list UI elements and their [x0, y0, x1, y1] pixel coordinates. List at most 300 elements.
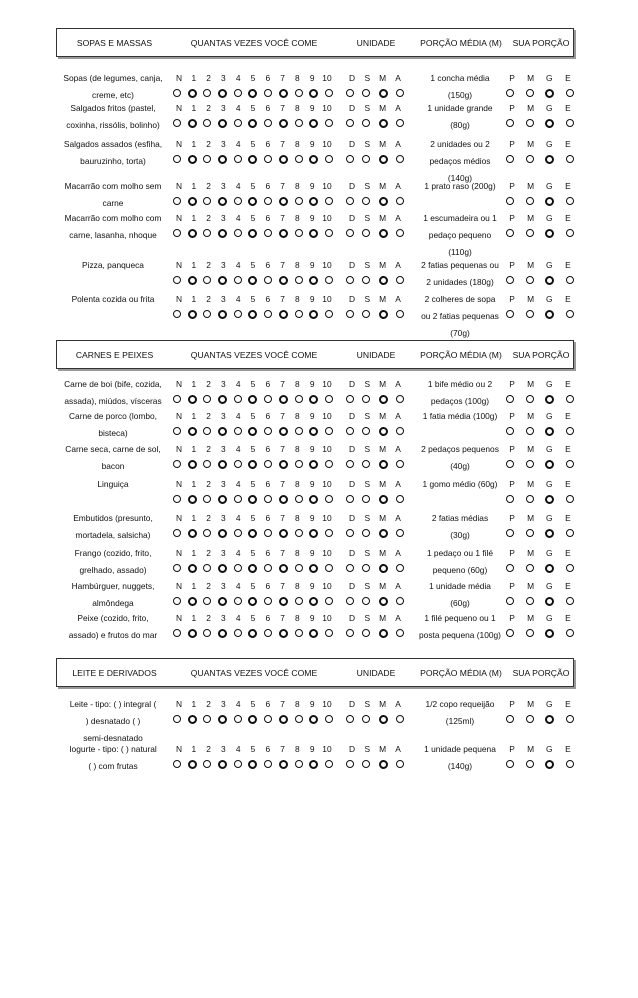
frequency-radio[interactable] — [203, 495, 211, 503]
frequency-radio[interactable] — [295, 197, 303, 205]
frequency-radio[interactable] — [173, 197, 181, 205]
unit-radio[interactable] — [379, 715, 388, 724]
frequency-radio[interactable] — [248, 760, 257, 769]
unit-radio[interactable] — [346, 529, 354, 537]
frequency-radio[interactable] — [248, 89, 257, 98]
frequency-radio[interactable] — [325, 629, 333, 637]
frequency-radio[interactable] — [325, 460, 333, 468]
unit-radio[interactable] — [362, 460, 370, 468]
unit-radio[interactable] — [396, 460, 404, 468]
portion-radio[interactable] — [526, 89, 534, 97]
frequency-radio[interactable] — [188, 155, 197, 164]
portion-radio[interactable] — [506, 529, 514, 537]
frequency-radio[interactable] — [173, 529, 181, 537]
frequency-radio[interactable] — [279, 529, 288, 538]
unit-radio[interactable] — [379, 495, 388, 504]
unit-radio[interactable] — [379, 395, 388, 404]
frequency-radio[interactable] — [295, 276, 303, 284]
frequency-radio[interactable] — [218, 597, 227, 606]
unit-radio[interactable] — [396, 229, 404, 237]
frequency-radio[interactable] — [309, 229, 318, 238]
portion-radio[interactable] — [506, 760, 514, 768]
unit-radio[interactable] — [346, 427, 354, 435]
frequency-radio[interactable] — [309, 197, 318, 206]
frequency-radio[interactable] — [309, 597, 318, 606]
unit-radio[interactable] — [362, 395, 370, 403]
frequency-radio[interactable] — [188, 760, 197, 769]
frequency-radio[interactable] — [309, 495, 318, 504]
frequency-radio[interactable] — [234, 427, 242, 435]
unit-radio[interactable] — [396, 495, 404, 503]
frequency-radio[interactable] — [309, 155, 318, 164]
unit-radio[interactable] — [362, 629, 370, 637]
frequency-radio[interactable] — [203, 760, 211, 768]
unit-radio[interactable] — [362, 564, 370, 572]
frequency-radio[interactable] — [234, 597, 242, 605]
frequency-radio[interactable] — [218, 310, 227, 319]
portion-radio[interactable] — [545, 229, 554, 238]
frequency-radio[interactable] — [279, 119, 288, 128]
portion-radio[interactable] — [506, 276, 514, 284]
frequency-radio[interactable] — [188, 197, 197, 206]
frequency-radio[interactable] — [203, 529, 211, 537]
frequency-radio[interactable] — [188, 310, 197, 319]
unit-radio[interactable] — [362, 89, 370, 97]
frequency-radio[interactable] — [203, 460, 211, 468]
frequency-radio[interactable] — [173, 276, 181, 284]
frequency-radio[interactable] — [188, 529, 197, 538]
unit-radio[interactable] — [396, 89, 404, 97]
unit-radio[interactable] — [396, 395, 404, 403]
unit-radio[interactable] — [396, 197, 404, 205]
frequency-radio[interactable] — [264, 310, 272, 318]
frequency-radio[interactable] — [295, 760, 303, 768]
frequency-radio[interactable] — [218, 629, 227, 638]
unit-radio[interactable] — [362, 597, 370, 605]
portion-radio[interactable] — [526, 495, 534, 503]
portion-radio[interactable] — [545, 395, 554, 404]
frequency-radio[interactable] — [188, 495, 197, 504]
frequency-radio[interactable] — [295, 597, 303, 605]
portion-radio[interactable] — [506, 310, 514, 318]
frequency-radio[interactable] — [234, 715, 242, 723]
frequency-radio[interactable] — [248, 276, 257, 285]
frequency-radio[interactable] — [325, 495, 333, 503]
portion-radio[interactable] — [545, 155, 554, 164]
frequency-radio[interactable] — [264, 564, 272, 572]
frequency-radio[interactable] — [234, 395, 242, 403]
frequency-radio[interactable] — [295, 495, 303, 503]
portion-radio[interactable] — [545, 597, 554, 606]
frequency-radio[interactable] — [218, 564, 227, 573]
frequency-radio[interactable] — [248, 155, 257, 164]
portion-radio[interactable] — [506, 197, 514, 205]
frequency-radio[interactable] — [218, 119, 227, 128]
frequency-radio[interactable] — [203, 715, 211, 723]
portion-radio[interactable] — [506, 495, 514, 503]
unit-radio[interactable] — [346, 629, 354, 637]
frequency-radio[interactable] — [188, 460, 197, 469]
frequency-radio[interactable] — [218, 276, 227, 285]
unit-radio[interactable] — [362, 427, 370, 435]
portion-radio[interactable] — [506, 715, 514, 723]
frequency-radio[interactable] — [279, 395, 288, 404]
frequency-radio[interactable] — [279, 760, 288, 769]
frequency-radio[interactable] — [234, 229, 242, 237]
frequency-radio[interactable] — [248, 310, 257, 319]
portion-radio[interactable] — [566, 229, 574, 237]
frequency-radio[interactable] — [248, 597, 257, 606]
frequency-radio[interactable] — [325, 197, 333, 205]
frequency-radio[interactable] — [234, 155, 242, 163]
portion-radio[interactable] — [545, 460, 554, 469]
portion-radio[interactable] — [506, 460, 514, 468]
frequency-radio[interactable] — [173, 395, 181, 403]
unit-radio[interactable] — [362, 715, 370, 723]
unit-radio[interactable] — [346, 89, 354, 97]
portion-radio[interactable] — [506, 395, 514, 403]
unit-radio[interactable] — [362, 276, 370, 284]
frequency-radio[interactable] — [325, 529, 333, 537]
frequency-radio[interactable] — [309, 564, 318, 573]
unit-radio[interactable] — [346, 597, 354, 605]
frequency-radio[interactable] — [188, 395, 197, 404]
frequency-radio[interactable] — [325, 715, 333, 723]
unit-radio[interactable] — [396, 155, 404, 163]
frequency-radio[interactable] — [295, 529, 303, 537]
frequency-radio[interactable] — [234, 119, 242, 127]
frequency-radio[interactable] — [218, 155, 227, 164]
frequency-radio[interactable] — [188, 564, 197, 573]
unit-radio[interactable] — [346, 276, 354, 284]
frequency-radio[interactable] — [325, 395, 333, 403]
portion-radio[interactable] — [566, 89, 574, 97]
unit-radio[interactable] — [362, 119, 370, 127]
unit-radio[interactable] — [362, 155, 370, 163]
frequency-radio[interactable] — [188, 427, 197, 436]
unit-radio[interactable] — [379, 529, 388, 538]
frequency-radio[interactable] — [309, 529, 318, 538]
frequency-radio[interactable] — [173, 119, 181, 127]
unit-radio[interactable] — [379, 760, 388, 769]
frequency-radio[interactable] — [173, 310, 181, 318]
portion-radio[interactable] — [506, 564, 514, 572]
portion-radio[interactable] — [506, 119, 514, 127]
frequency-radio[interactable] — [325, 119, 333, 127]
unit-radio[interactable] — [362, 495, 370, 503]
unit-radio[interactable] — [396, 760, 404, 768]
frequency-radio[interactable] — [279, 276, 288, 285]
frequency-radio[interactable] — [234, 629, 242, 637]
frequency-radio[interactable] — [295, 564, 303, 572]
portion-radio[interactable] — [506, 597, 514, 605]
portion-radio[interactable] — [566, 564, 574, 572]
portion-radio[interactable] — [545, 427, 554, 436]
portion-radio[interactable] — [526, 119, 534, 127]
frequency-radio[interactable] — [325, 564, 333, 572]
portion-radio[interactable] — [545, 629, 554, 638]
portion-radio[interactable] — [566, 760, 574, 768]
frequency-radio[interactable] — [248, 197, 257, 206]
unit-radio[interactable] — [346, 760, 354, 768]
frequency-radio[interactable] — [203, 395, 211, 403]
unit-radio[interactable] — [396, 529, 404, 537]
frequency-radio[interactable] — [248, 715, 257, 724]
portion-radio[interactable] — [545, 564, 554, 573]
frequency-radio[interactable] — [325, 310, 333, 318]
unit-radio[interactable] — [346, 495, 354, 503]
frequency-radio[interactable] — [218, 89, 227, 98]
portion-radio[interactable] — [526, 529, 534, 537]
unit-radio[interactable] — [346, 155, 354, 163]
portion-radio[interactable] — [526, 395, 534, 403]
frequency-radio[interactable] — [218, 495, 227, 504]
unit-radio[interactable] — [379, 629, 388, 638]
frequency-radio[interactable] — [234, 276, 242, 284]
unit-radio[interactable] — [396, 597, 404, 605]
frequency-radio[interactable] — [203, 276, 211, 284]
unit-radio[interactable] — [346, 715, 354, 723]
unit-radio[interactable] — [346, 564, 354, 572]
frequency-radio[interactable] — [264, 427, 272, 435]
frequency-radio[interactable] — [203, 89, 211, 97]
frequency-radio[interactable] — [188, 89, 197, 98]
portion-radio[interactable] — [526, 460, 534, 468]
frequency-radio[interactable] — [279, 564, 288, 573]
portion-radio[interactable] — [526, 760, 534, 768]
frequency-radio[interactable] — [218, 460, 227, 469]
unit-radio[interactable] — [396, 119, 404, 127]
portion-radio[interactable] — [526, 715, 534, 723]
portion-radio[interactable] — [566, 529, 574, 537]
frequency-radio[interactable] — [264, 629, 272, 637]
frequency-radio[interactable] — [173, 155, 181, 163]
frequency-radio[interactable] — [309, 760, 318, 769]
frequency-radio[interactable] — [218, 229, 227, 238]
unit-radio[interactable] — [379, 460, 388, 469]
frequency-radio[interactable] — [264, 495, 272, 503]
portion-radio[interactable] — [566, 597, 574, 605]
portion-radio[interactable] — [526, 427, 534, 435]
portion-radio[interactable] — [566, 460, 574, 468]
portion-radio[interactable] — [545, 276, 554, 285]
frequency-radio[interactable] — [264, 597, 272, 605]
frequency-radio[interactable] — [309, 310, 318, 319]
portion-radio[interactable] — [566, 310, 574, 318]
frequency-radio[interactable] — [234, 310, 242, 318]
frequency-radio[interactable] — [309, 715, 318, 724]
frequency-radio[interactable] — [218, 529, 227, 538]
frequency-radio[interactable] — [295, 460, 303, 468]
frequency-radio[interactable] — [248, 427, 257, 436]
frequency-radio[interactable] — [173, 715, 181, 723]
frequency-radio[interactable] — [188, 597, 197, 606]
frequency-radio[interactable] — [234, 197, 242, 205]
frequency-radio[interactable] — [264, 119, 272, 127]
frequency-radio[interactable] — [234, 564, 242, 572]
unit-radio[interactable] — [396, 629, 404, 637]
unit-radio[interactable] — [379, 197, 388, 206]
frequency-radio[interactable] — [248, 629, 257, 638]
frequency-radio[interactable] — [325, 89, 333, 97]
frequency-radio[interactable] — [188, 715, 197, 724]
portion-radio[interactable] — [526, 155, 534, 163]
unit-radio[interactable] — [379, 597, 388, 606]
unit-radio[interactable] — [379, 310, 388, 319]
unit-radio[interactable] — [362, 760, 370, 768]
unit-radio[interactable] — [346, 460, 354, 468]
unit-radio[interactable] — [346, 229, 354, 237]
frequency-radio[interactable] — [173, 629, 181, 637]
frequency-radio[interactable] — [264, 155, 272, 163]
frequency-radio[interactable] — [309, 629, 318, 638]
unit-radio[interactable] — [396, 715, 404, 723]
frequency-radio[interactable] — [203, 197, 211, 205]
unit-radio[interactable] — [362, 529, 370, 537]
unit-radio[interactable] — [362, 229, 370, 237]
frequency-radio[interactable] — [279, 597, 288, 606]
frequency-radio[interactable] — [264, 715, 272, 723]
portion-radio[interactable] — [566, 715, 574, 723]
portion-radio[interactable] — [506, 229, 514, 237]
portion-radio[interactable] — [566, 276, 574, 284]
portion-radio[interactable] — [545, 310, 554, 319]
portion-radio[interactable] — [566, 629, 574, 637]
frequency-radio[interactable] — [234, 495, 242, 503]
frequency-radio[interactable] — [248, 495, 257, 504]
frequency-radio[interactable] — [173, 229, 181, 237]
frequency-radio[interactable] — [325, 427, 333, 435]
frequency-radio[interactable] — [248, 119, 257, 128]
unit-radio[interactable] — [396, 427, 404, 435]
unit-radio[interactable] — [379, 229, 388, 238]
portion-radio[interactable] — [506, 629, 514, 637]
frequency-radio[interactable] — [264, 529, 272, 537]
frequency-radio[interactable] — [203, 427, 211, 435]
frequency-radio[interactable] — [203, 310, 211, 318]
frequency-radio[interactable] — [248, 529, 257, 538]
unit-radio[interactable] — [346, 197, 354, 205]
frequency-radio[interactable] — [173, 564, 181, 572]
frequency-radio[interactable] — [203, 155, 211, 163]
frequency-radio[interactable] — [279, 460, 288, 469]
frequency-radio[interactable] — [295, 229, 303, 237]
frequency-radio[interactable] — [234, 529, 242, 537]
unit-radio[interactable] — [379, 89, 388, 98]
portion-radio[interactable] — [506, 427, 514, 435]
frequency-radio[interactable] — [234, 460, 242, 468]
frequency-radio[interactable] — [325, 276, 333, 284]
frequency-radio[interactable] — [295, 427, 303, 435]
frequency-radio[interactable] — [234, 760, 242, 768]
portion-radio[interactable] — [506, 89, 514, 97]
unit-radio[interactable] — [379, 276, 388, 285]
frequency-radio[interactable] — [309, 89, 318, 98]
frequency-radio[interactable] — [173, 427, 181, 435]
frequency-radio[interactable] — [264, 760, 272, 768]
frequency-radio[interactable] — [188, 229, 197, 238]
portion-radio[interactable] — [526, 310, 534, 318]
unit-radio[interactable] — [379, 564, 388, 573]
frequency-radio[interactable] — [309, 119, 318, 128]
frequency-radio[interactable] — [279, 629, 288, 638]
frequency-radio[interactable] — [203, 597, 211, 605]
portion-radio[interactable] — [526, 629, 534, 637]
frequency-radio[interactable] — [248, 564, 257, 573]
frequency-radio[interactable] — [203, 629, 211, 637]
frequency-radio[interactable] — [218, 427, 227, 436]
frequency-radio[interactable] — [188, 276, 197, 285]
frequency-radio[interactable] — [279, 155, 288, 164]
portion-radio[interactable] — [526, 197, 534, 205]
frequency-radio[interactable] — [248, 460, 257, 469]
frequency-radio[interactable] — [248, 229, 257, 238]
unit-radio[interactable] — [379, 119, 388, 128]
frequency-radio[interactable] — [295, 629, 303, 637]
portion-radio[interactable] — [545, 529, 554, 538]
portion-radio[interactable] — [566, 495, 574, 503]
frequency-radio[interactable] — [279, 229, 288, 238]
unit-radio[interactable] — [346, 395, 354, 403]
unit-radio[interactable] — [379, 427, 388, 436]
portion-radio[interactable] — [545, 495, 554, 504]
frequency-radio[interactable] — [173, 495, 181, 503]
frequency-radio[interactable] — [264, 229, 272, 237]
unit-radio[interactable] — [362, 197, 370, 205]
frequency-radio[interactable] — [309, 276, 318, 285]
portion-radio[interactable] — [545, 119, 554, 128]
frequency-radio[interactable] — [295, 89, 303, 97]
frequency-radio[interactable] — [325, 597, 333, 605]
frequency-radio[interactable] — [295, 715, 303, 723]
frequency-radio[interactable] — [279, 197, 288, 206]
frequency-radio[interactable] — [188, 119, 197, 128]
frequency-radio[interactable] — [218, 715, 227, 724]
frequency-radio[interactable] — [279, 310, 288, 319]
unit-radio[interactable] — [346, 119, 354, 127]
portion-radio[interactable] — [566, 119, 574, 127]
frequency-radio[interactable] — [218, 395, 227, 404]
frequency-radio[interactable] — [279, 495, 288, 504]
frequency-radio[interactable] — [173, 597, 181, 605]
frequency-radio[interactable] — [218, 197, 227, 206]
frequency-radio[interactable] — [173, 89, 181, 97]
portion-radio[interactable] — [526, 276, 534, 284]
frequency-radio[interactable] — [309, 460, 318, 469]
unit-radio[interactable] — [362, 310, 370, 318]
unit-radio[interactable] — [396, 310, 404, 318]
portion-radio[interactable] — [545, 197, 554, 206]
frequency-radio[interactable] — [218, 760, 227, 769]
unit-radio[interactable] — [396, 564, 404, 572]
frequency-radio[interactable] — [295, 155, 303, 163]
frequency-radio[interactable] — [203, 229, 211, 237]
portion-radio[interactable] — [526, 229, 534, 237]
portion-radio[interactable] — [566, 155, 574, 163]
unit-radio[interactable] — [346, 310, 354, 318]
portion-radio[interactable] — [545, 760, 554, 769]
frequency-radio[interactable] — [264, 89, 272, 97]
frequency-radio[interactable] — [295, 119, 303, 127]
portion-radio[interactable] — [545, 715, 554, 724]
unit-radio[interactable] — [396, 276, 404, 284]
portion-radio[interactable] — [566, 427, 574, 435]
frequency-radio[interactable] — [264, 460, 272, 468]
frequency-radio[interactable] — [203, 119, 211, 127]
portion-radio[interactable] — [526, 564, 534, 572]
frequency-radio[interactable] — [264, 197, 272, 205]
frequency-radio[interactable] — [188, 629, 197, 638]
